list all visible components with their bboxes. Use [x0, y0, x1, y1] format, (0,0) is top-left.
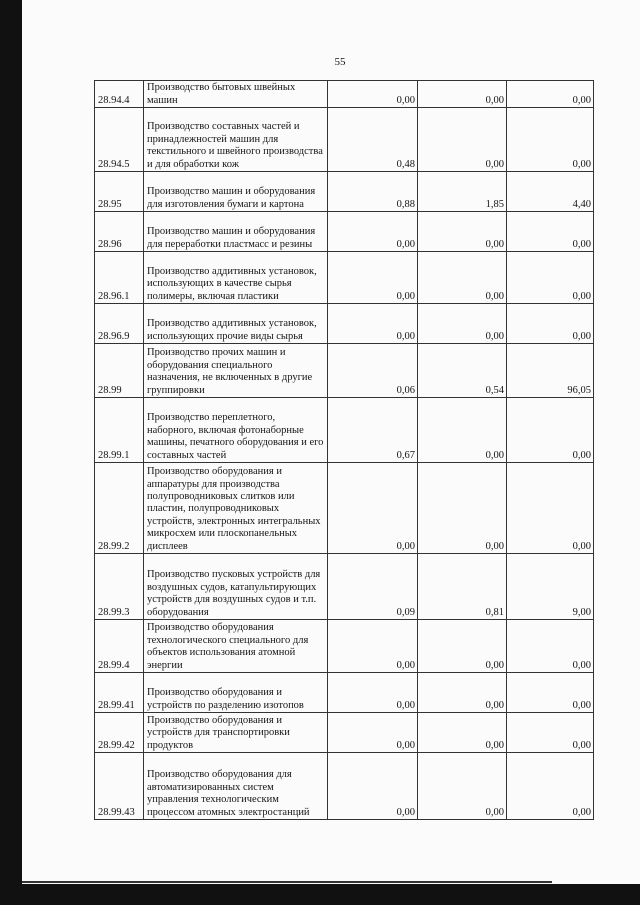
table-row — [95, 172, 594, 212]
row-value-3: 0,00 — [507, 620, 594, 673]
row-value-2: 0,00 — [418, 398, 507, 463]
row-code: 28.96 — [95, 212, 144, 252]
row-value-3: 0,00 — [507, 753, 594, 820]
page-number: 55 — [334, 56, 346, 68]
row-value-2: 0,00 — [418, 713, 507, 753]
row-value-2: 1,85 — [418, 172, 507, 212]
row-value-3: 0,00 — [507, 108, 594, 172]
row-code: 28.94.4 — [95, 81, 144, 108]
table-row — [95, 620, 594, 673]
row-code: 28.99.43 — [95, 753, 144, 820]
row-name: Производство оборудования для автоматизированных систем управления технологическим процессом атомных электростанций — [144, 753, 328, 820]
row-name: Производство аддитивных установок, использующих в качестве сырья полимеры, включая пластики — [144, 252, 328, 304]
row-code: 28.99.41 — [95, 673, 144, 713]
row-code: 28.99.1 — [95, 398, 144, 463]
table-row — [95, 108, 594, 172]
row-name: Производство машин и оборудования для переработки пластмасс и резины — [144, 212, 328, 252]
table-body — [95, 81, 594, 820]
row-value-1: 0,00 — [328, 212, 418, 252]
table-row — [95, 673, 594, 713]
row-code: 28.99 — [95, 344, 144, 398]
row-code: 28.96.1 — [95, 252, 144, 304]
row-code: 28.96.9 — [95, 304, 144, 344]
row-name: Производство прочих машин и оборудования специального назначения, не включенных в другие группировки — [144, 344, 328, 398]
row-code: 28.99.2 — [95, 463, 144, 554]
row-value-2: 0,00 — [418, 81, 507, 108]
row-name: Производство составных частей и принадлежностей машин для текстильного и швейного производства и для обработки кож — [144, 108, 328, 172]
row-value-3: 0,00 — [507, 713, 594, 753]
row-value-3: 0,00 — [507, 463, 594, 554]
row-value-2: 0,81 — [418, 554, 507, 620]
row-code: 28.99.3 — [95, 554, 144, 620]
row-value-2: 0,00 — [418, 673, 507, 713]
row-value-2: 0,00 — [418, 463, 507, 554]
row-name: Производство бытовых швейных машин — [144, 81, 328, 108]
table-row — [95, 81, 594, 108]
row-value-1: 0,00 — [328, 81, 418, 108]
row-value-1: 0,00 — [328, 753, 418, 820]
row-value-1: 0,00 — [328, 673, 418, 713]
scan-edge-left — [0, 0, 22, 905]
row-name: Производство переплетного, наборного, включая фотонаборные машины, печатного оборудования и его составных частей — [144, 398, 328, 463]
row-value-3: 0,00 — [507, 252, 594, 304]
row-value-3: 96,05 — [507, 344, 594, 398]
row-value-3: 0,00 — [507, 81, 594, 108]
row-name: Производство оборудования и устройств для транспортировки продуктов — [144, 713, 328, 753]
row-value-1: 0,88 — [328, 172, 418, 212]
row-value-1: 0,00 — [328, 304, 418, 344]
table-row — [95, 252, 594, 304]
row-value-2: 0,54 — [418, 344, 507, 398]
row-value-1: 0,00 — [328, 620, 418, 673]
table-row — [95, 753, 594, 820]
row-value-1: 0,48 — [328, 108, 418, 172]
row-value-3: 0,00 — [507, 304, 594, 344]
table-row — [95, 554, 594, 620]
row-value-2: 0,00 — [418, 108, 507, 172]
row-value-1: 0,00 — [328, 252, 418, 304]
data-table — [94, 80, 594, 820]
row-name: Производство аддитивных установок, использующих прочие виды сырья — [144, 304, 328, 344]
row-name: Производство оборудования и аппаратуры для производства полупроводниковых слитков или пластин, полупроводниковых устройств, электронных интегральных микросхем или плоскопанельных дисплеев — [144, 463, 328, 554]
row-value-2: 0,00 — [418, 212, 507, 252]
row-value-2: 0,00 — [418, 620, 507, 673]
table-row — [95, 463, 594, 554]
row-name: Производство машин и оборудования для изготовления бумаги и картона — [144, 172, 328, 212]
table-row — [95, 304, 594, 344]
row-code: 28.95 — [95, 172, 144, 212]
scan-edge-bottom — [22, 884, 640, 905]
row-code: 28.99.42 — [95, 713, 144, 753]
row-value-1: 0,00 — [328, 463, 418, 554]
row-value-1: 0,67 — [328, 398, 418, 463]
row-value-1: 0,09 — [328, 554, 418, 620]
scan-line-bottom — [22, 881, 552, 883]
row-name: Производство пусковых устройств для воздушных судов, катапультирующих устройств для воздушных судов и т.п. оборудования — [144, 554, 328, 620]
row-name: Производство оборудования технологического специального для объектов использования атомной энергии — [144, 620, 328, 673]
row-code: 28.99.4 — [95, 620, 144, 673]
row-name: Производство оборудования и устройств по разделению изотопов — [144, 673, 328, 713]
table-row — [95, 398, 594, 463]
row-value-3: 9,00 — [507, 554, 594, 620]
table-row — [95, 344, 594, 398]
row-value-3: 4,40 — [507, 172, 594, 212]
row-value-1: 0,06 — [328, 344, 418, 398]
row-value-2: 0,00 — [418, 252, 507, 304]
row-value-2: 0,00 — [418, 304, 507, 344]
table-row — [95, 713, 594, 753]
table-row — [95, 212, 594, 252]
row-value-2: 0,00 — [418, 753, 507, 820]
row-code: 28.94.5 — [95, 108, 144, 172]
row-value-1: 0,00 — [328, 713, 418, 753]
row-value-3: 0,00 — [507, 398, 594, 463]
row-value-3: 0,00 — [507, 673, 594, 713]
row-value-3: 0,00 — [507, 212, 594, 252]
